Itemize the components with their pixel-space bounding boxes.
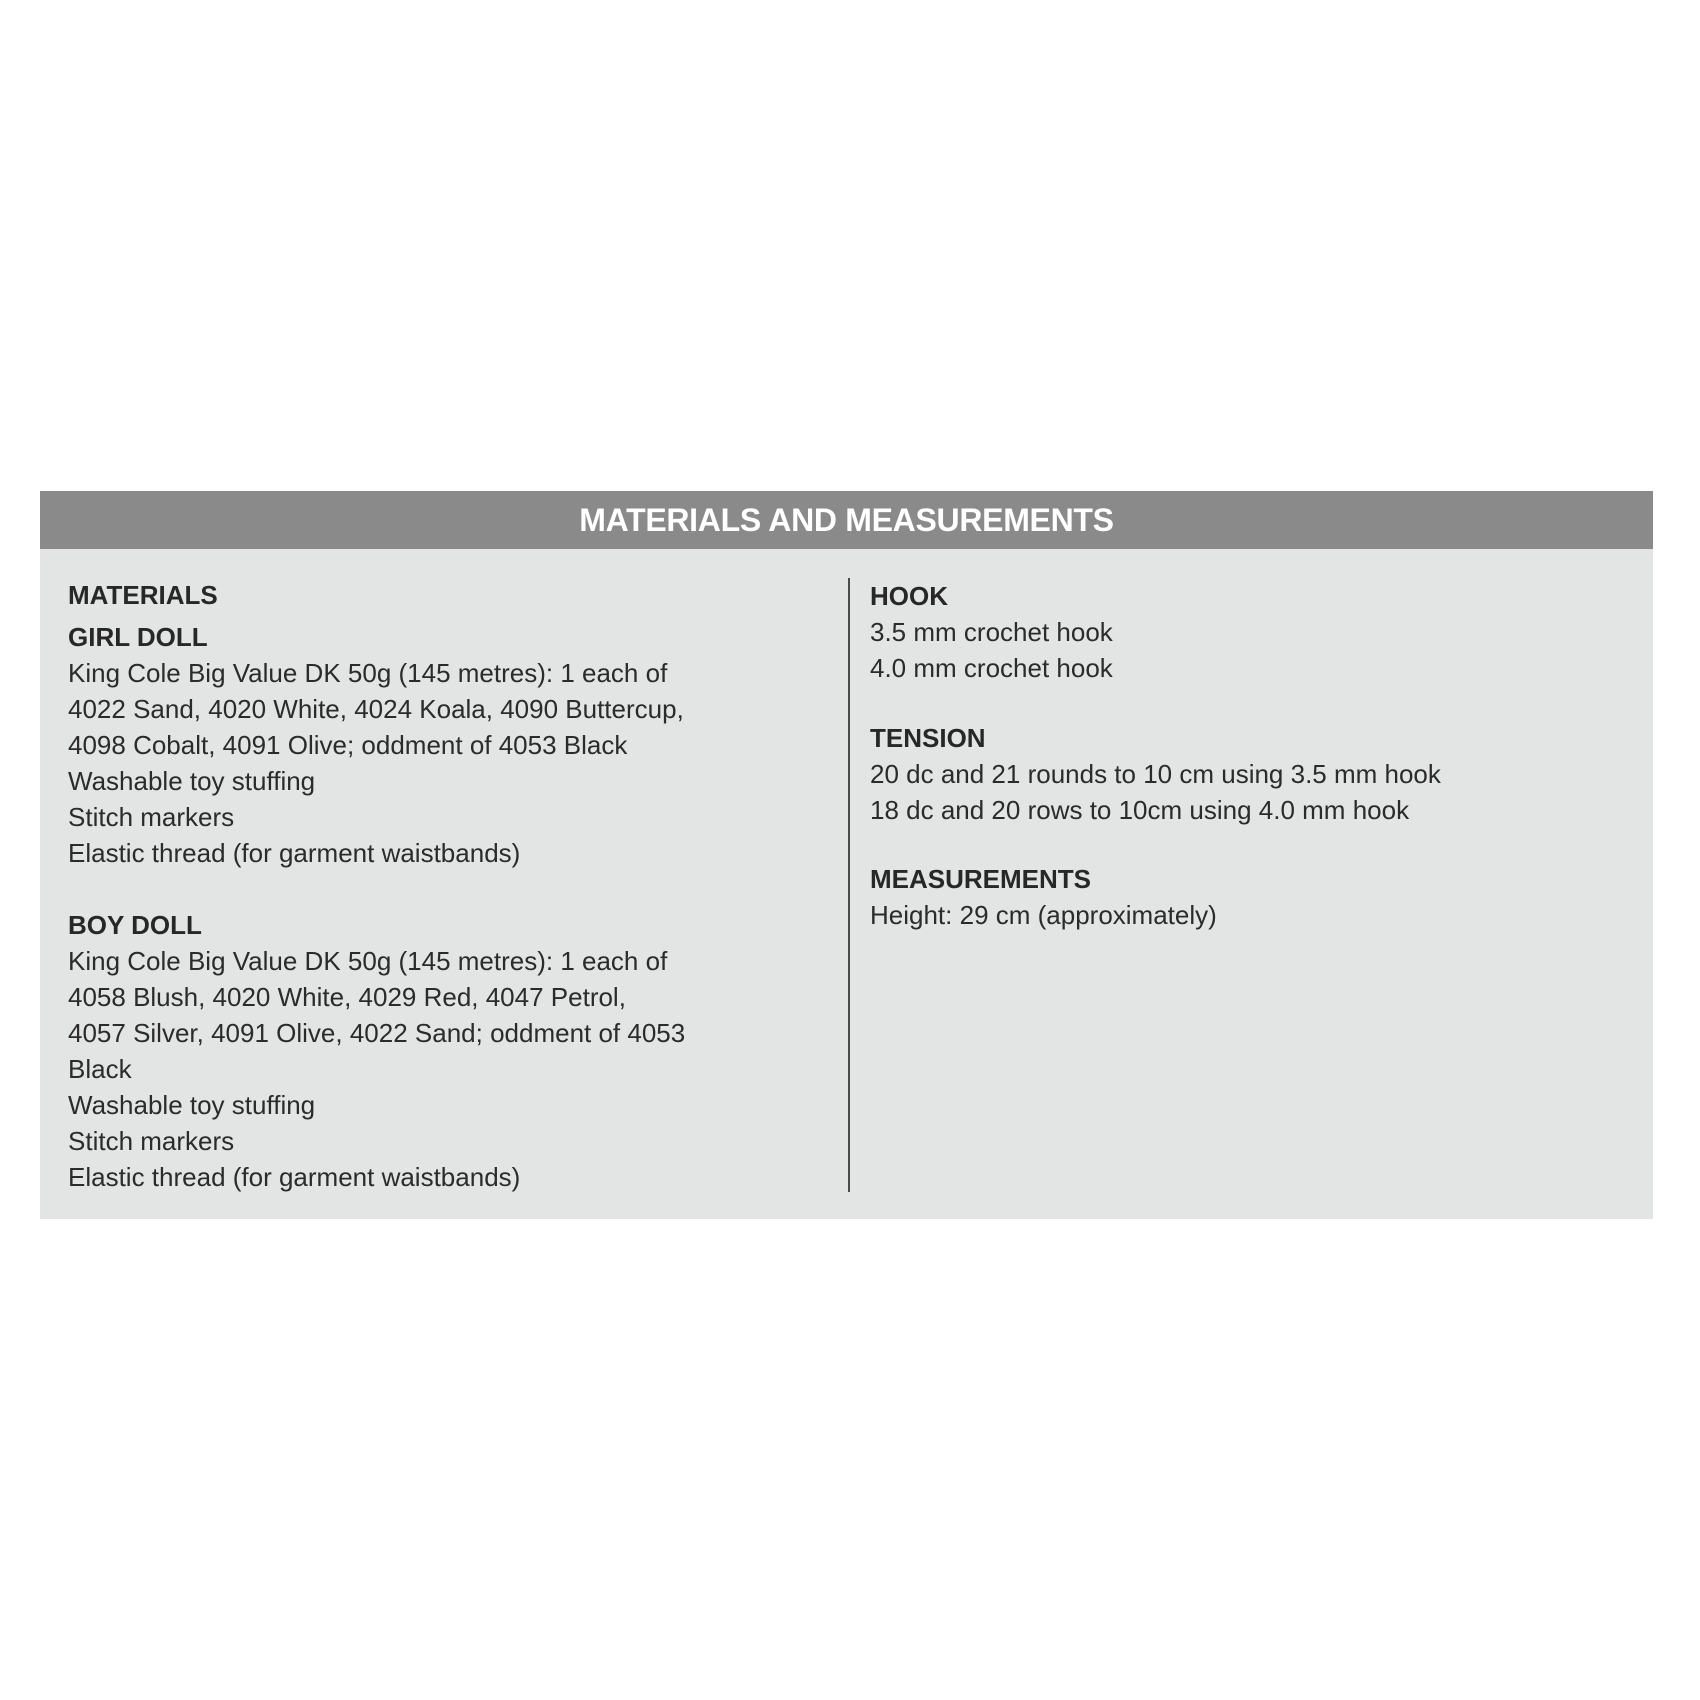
boy-doll-line: King Cole Big Value DK 50g (145 metres): 1 each of [68,946,668,976]
section-title: MATERIALS AND MEASUREMENTS [579,501,1114,538]
boy-doll-line: Stitch markers [68,1126,235,1156]
girl-doll-line: King Cole Big Value DK 50g (145 metres): 1 each of [68,658,668,688]
column-divider [848,578,850,1192]
boy-doll-line: 4057 Silver, 4091 Olive, 4022 Sand; oddment of 4053 [68,1018,686,1048]
materials-heading: MATERIALS [68,580,218,610]
tension-line: 18 dc and 20 rows to 10cm using 4.0 mm hook [870,795,1410,825]
hook-line: 4.0 mm crochet hook [870,653,1113,683]
tension-line: 20 dc and 21 rounds to 10 cm using 3.5 mm hook [870,759,1441,789]
girl-doll-line: Washable toy stuffing [68,766,316,796]
girl-doll-line: 4098 Cobalt, 4091 Olive; oddment of 4053 Black [68,730,628,760]
girl-doll-line: Elastic thread (for garment waistbands) [68,838,521,868]
specs-column [870,578,1441,933]
tension-heading: TENSION [870,723,986,753]
boy-doll-line: Elastic thread (for garment waistbands) [68,1162,521,1192]
materials-measurements-panel [40,549,1653,1219]
section-header-bar [40,491,1653,549]
measurements-heading: MEASUREMENTS [870,864,1092,894]
boy-doll-line: Washable toy stuffing [68,1090,316,1120]
hook-line: 3.5 mm crochet hook [870,617,1113,647]
boy-doll-line: 4058 Blush, 4020 White, 4029 Red, 4047 Petrol, [68,982,626,1012]
boy-doll-heading: BOY DOLL [68,910,202,940]
measurements-line: Height: 29 cm (approximately) [870,900,1217,930]
girl-doll-line: Stitch markers [68,802,235,832]
girl-doll-heading: GIRL DOLL [68,622,208,652]
materials-column [68,577,685,1195]
boy-doll-line: Black [68,1054,132,1084]
hook-heading: HOOK [870,581,948,611]
girl-doll-line: 4022 Sand, 4020 White, 4024 Koala, 4090 Buttercup, [68,694,684,724]
